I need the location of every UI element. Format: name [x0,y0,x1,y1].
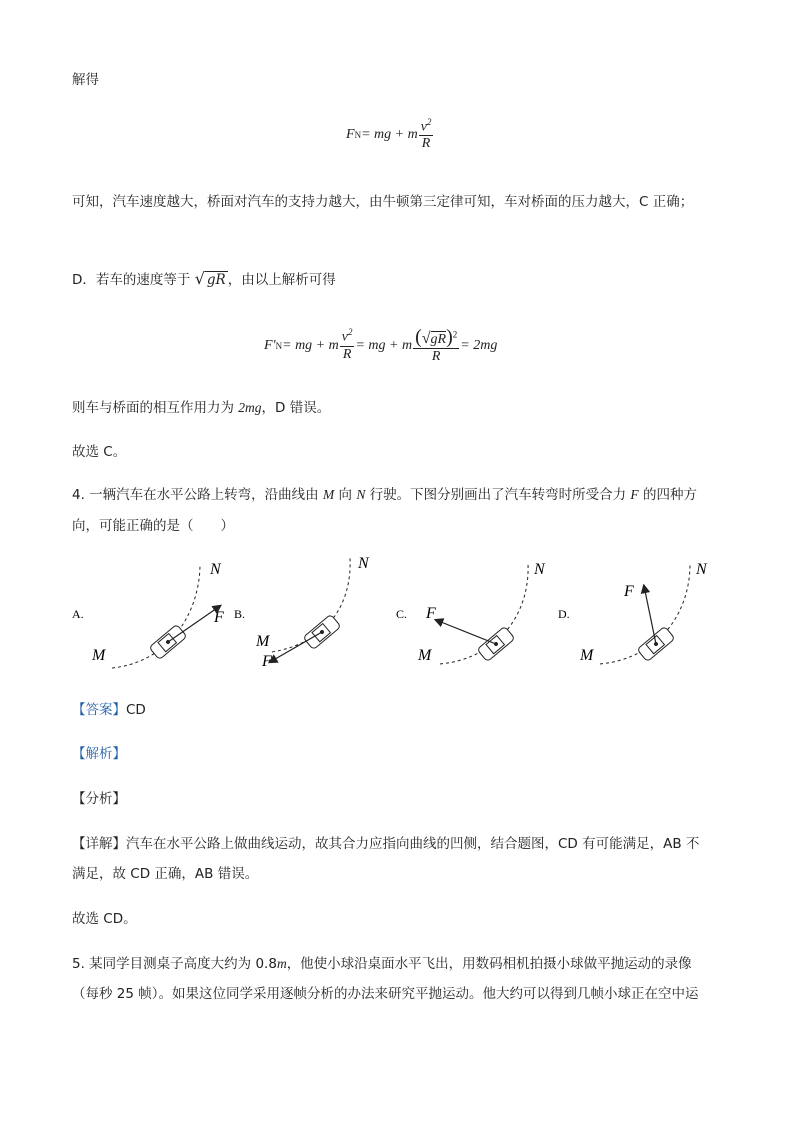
formula-fn-lhs: F [346,127,355,143]
text-d-a: D．若车的速度等于 [72,272,195,288]
xiangjie-line1 [72,832,699,852]
option-a-figure [72,561,224,668]
text-guxuan-cd: 故选 CD。 [72,911,137,927]
option-c-N: N [534,561,545,578]
q4-d: 的四种方 [638,487,697,503]
option-c-F: F [426,605,436,622]
f2-lhs: F′ [264,337,276,353]
option-d-N: N [696,561,707,578]
option-c-label: C. [396,607,408,621]
xiangjie-text1: 汽车在水平公路上做曲线运动，故其合力应指向曲线的凹侧，结合题图，CD 有可能满足，AB 不 [126,836,700,852]
formula-fn-eq: = mg + m [361,127,418,143]
answer-tag: 【答案】 [72,702,126,718]
q4-N: N [356,487,366,502]
formula-fn-sub: N [354,130,362,141]
f2-frac2: $\frac{(√gR)^2}{R}$ [415,326,458,364]
jiexi-tag: 【解析】 [72,746,126,762]
option-a-F: F [214,609,224,626]
formula-fn [346,118,434,153]
text-d-b: ，由以上解析可得 [227,272,336,288]
f2-num2-sup: 2 [452,329,458,340]
q4-F: F [630,487,639,502]
f2-num1: v [341,330,348,346]
text-ze-2mg: 2mg [238,400,262,415]
option-b-N: N [358,555,369,572]
f2-frac1 [340,328,355,363]
xiangjie-line2: 满足，故 CD 正确，AB 错误。 [72,866,259,882]
f2-sub: N [275,340,283,351]
answer-line [72,698,146,718]
text-ze-a: 则车与桥面的相互作用力为 [72,400,239,416]
q4-a: 4. 一辆汽车在水平公路上转弯，沿曲线由 [72,487,323,503]
answer-value: CD [126,702,146,718]
option-d-label: D. [558,607,570,621]
text-ze [72,396,330,416]
text-kezhi: 可知，汽车速度越大，桥面对汽车的支持力越大，由牛顿第三定律可知，车对桥面的压力越大，C 正确； [72,194,694,210]
q5-b: ，他使小球沿桌面水平飞出，用数码相机拍摄小球做平抛运动的录像 [286,956,692,972]
f2-den1: R [342,346,352,362]
text-guxuan-c: 故选 C。 [72,444,127,460]
option-b-label: B. [234,607,246,621]
xiangjie-tag: 【详解】 [72,836,126,852]
q5-a: 5. 某同学目测桌子高度大约为 0.8 [72,956,277,972]
q4-b: 向 [334,487,357,503]
frac-num: v [420,119,427,135]
option-a-label: A. [72,607,84,621]
frac-sup: 2 [426,117,432,127]
option-b-F: F [262,653,272,670]
option-a-N: N [210,561,221,578]
q4-line1 [72,483,697,503]
formula-fn-frac [419,118,434,153]
option-b-figure [234,555,370,670]
q4-line2: 向，可能正确的是（ ） [72,518,234,534]
frac-den: R [421,136,431,152]
sqrt-gR: √ gR [194,269,226,288]
option-c-figure [396,561,546,664]
f2-den2: R [431,349,441,364]
sqrt-radicand: gR [206,272,226,288]
formula-fn-prime [264,326,497,366]
option-a-M: M [92,647,106,664]
text-ze-b: ，D 错误。 [261,400,331,416]
option-d-M: M [580,647,594,664]
f2-eq1: = mg + m [282,337,339,353]
q4-c: 行驶。下图分别画出了汽车转弯时所受合力 [365,487,631,503]
option-c-M: M [418,647,432,664]
f2-eq3: = 2mg [460,337,498,353]
q5-line1 [72,952,692,972]
fenxi-tag: 【分析】 [72,791,126,807]
text-d-option [72,268,336,288]
q4-figures [0,552,794,682]
q5-line2: （每秒 25 帧）。如果这位同学采用逐帧分析的办法来研究平抛运动。他大约可以得到几帧小球正在空中运 [72,986,699,1002]
option-d-figure [558,561,708,664]
option-d-F: F [624,583,634,600]
f2-eq2: = mg + m [355,337,413,353]
q4-M: M [322,487,335,502]
text-jiede: 解得 [72,72,99,88]
f2-num1-sup: 2 [347,327,353,338]
option-b-M: M [256,633,270,650]
f2-sqrt: gR [430,332,447,347]
q5-m: m [276,956,287,971]
